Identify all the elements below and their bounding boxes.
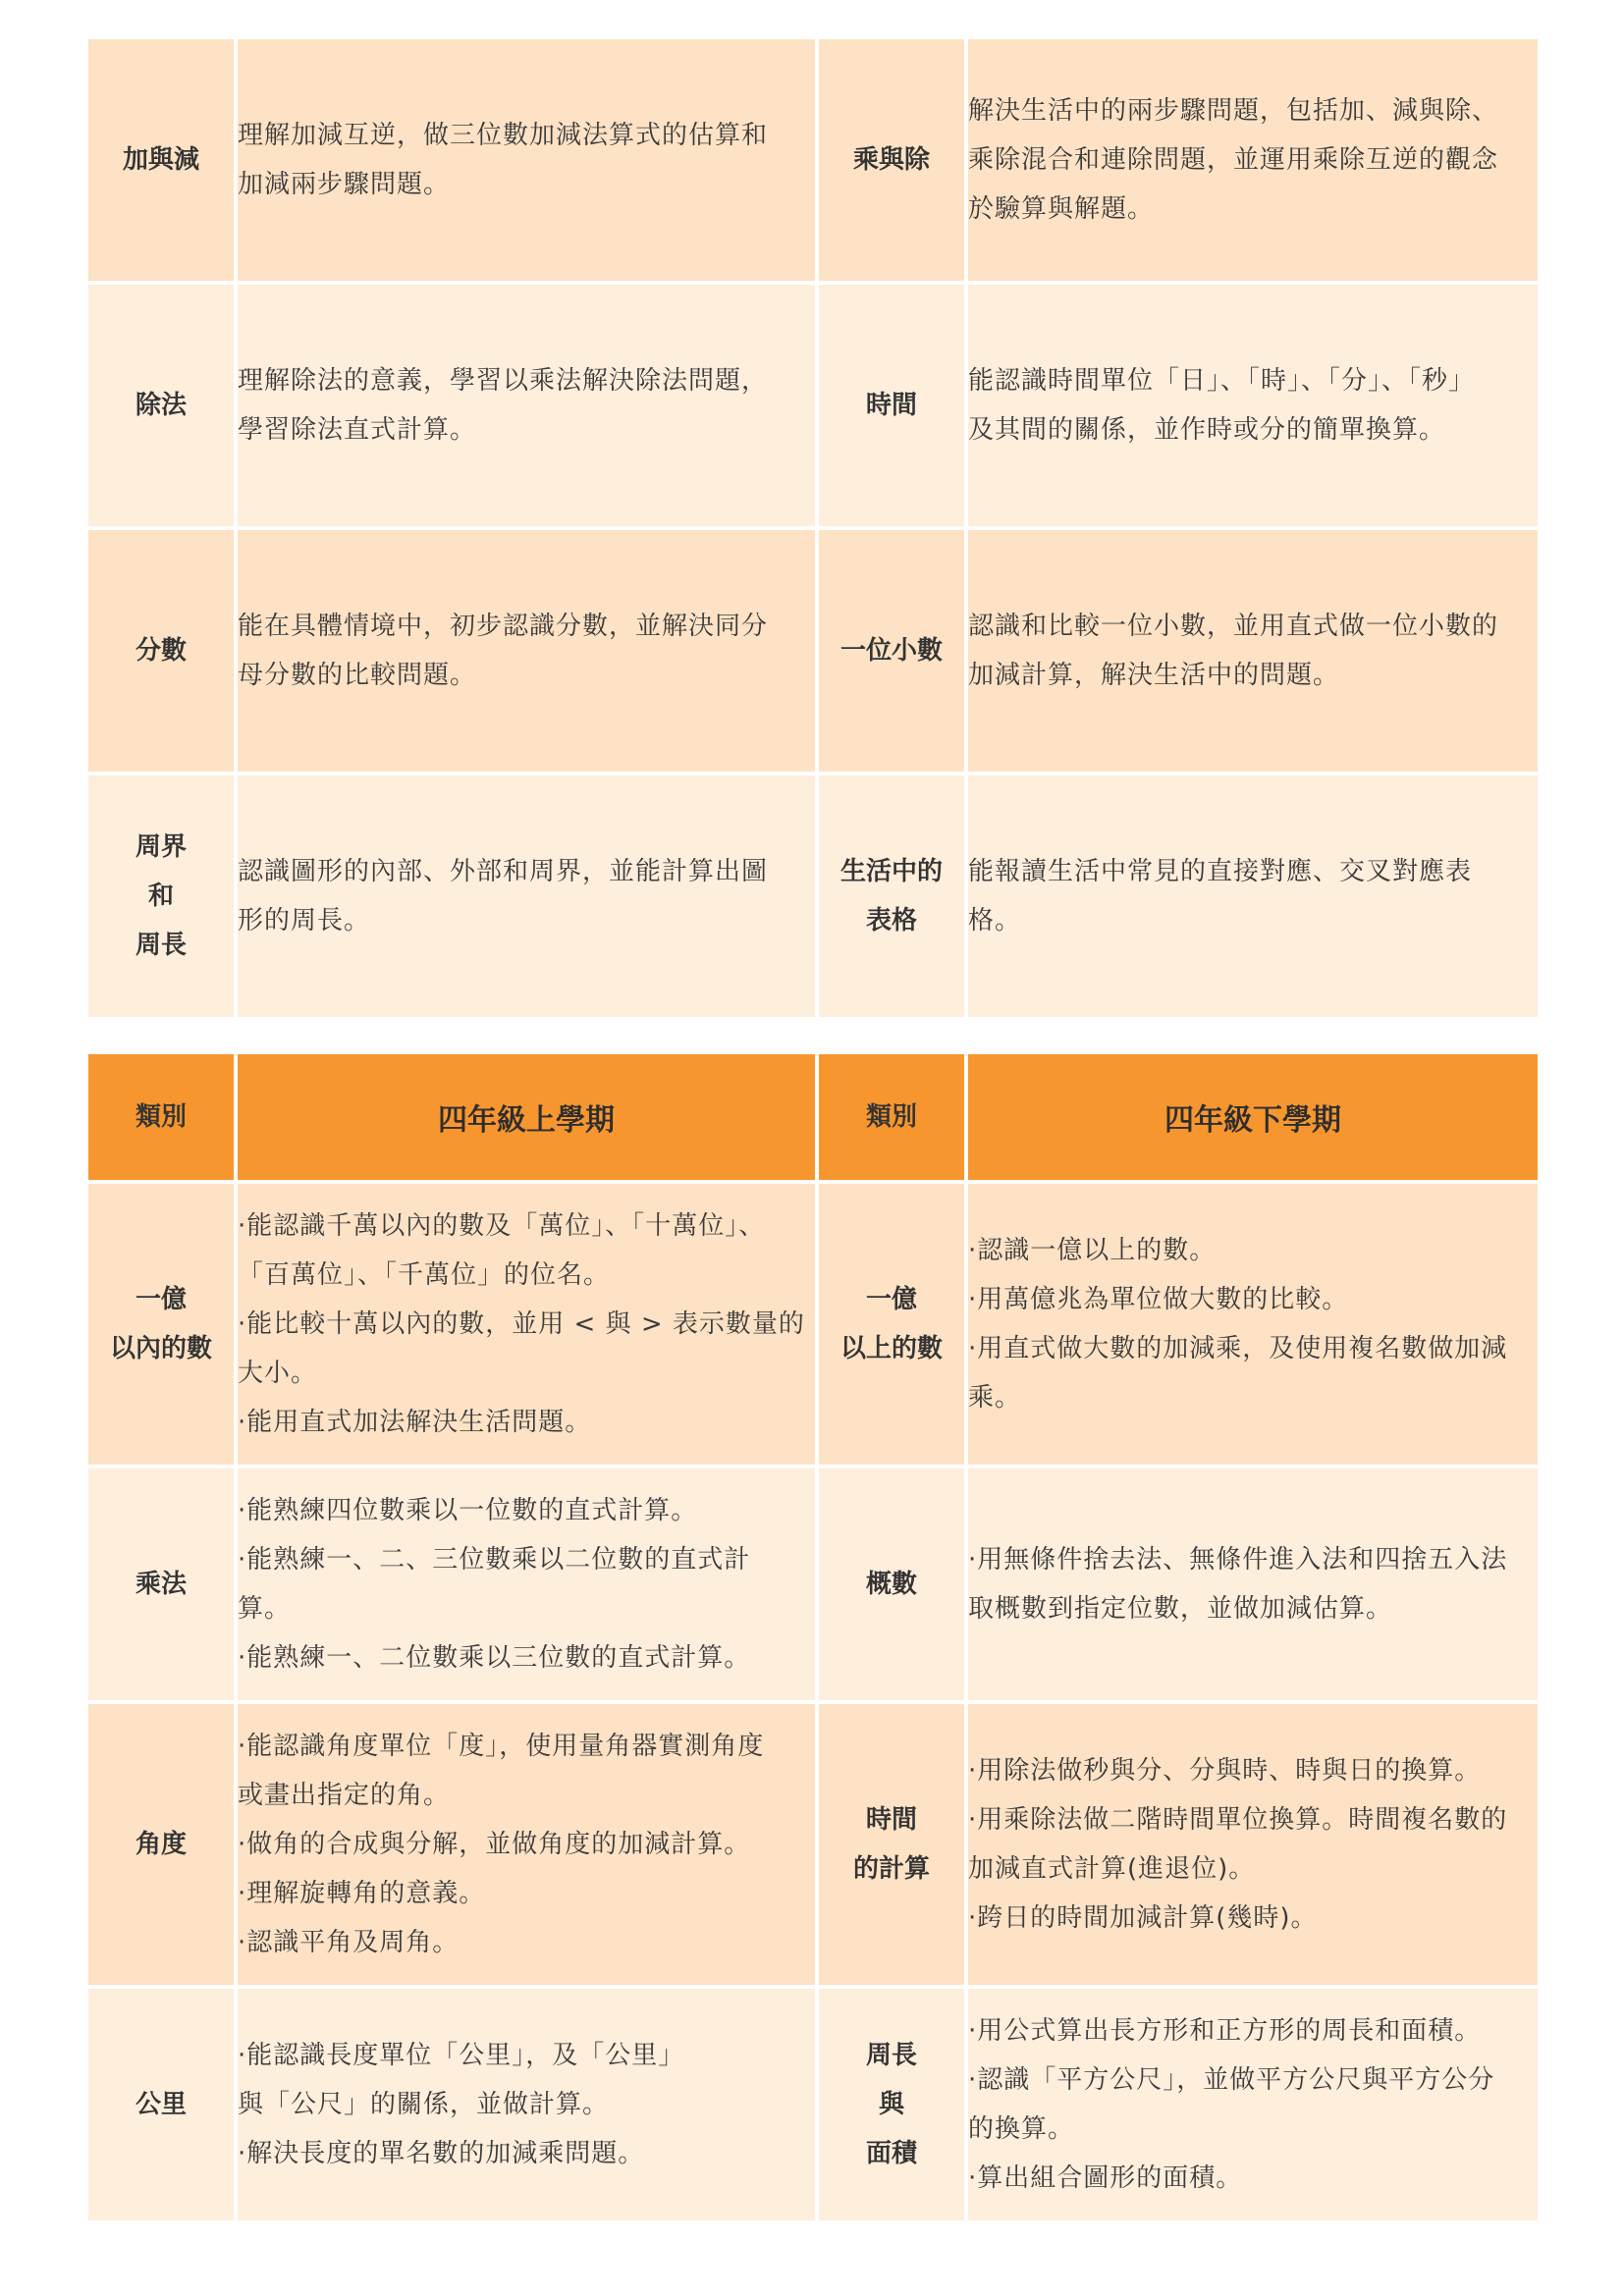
category-cell: 分數 <box>88 530 238 775</box>
category-cell: 一億 以內的數 <box>88 1184 238 1468</box>
description-cell: 能認識時間單位「日」、「時」、「分」、「秒」 及其間的關係，並作時或分的簡單換算。 <box>968 285 1538 530</box>
description-cell: 解決生活中的兩步驟問題，包括加、減與除、 乘除混合和連除問題，並運用乘除互逆的觀念 於驗算與解題。 <box>968 39 1538 285</box>
header-category-2: 類別 <box>819 1054 968 1184</box>
header-term-2: 四年級下學期 <box>968 1054 1538 1184</box>
category-cell: 乘與除 <box>819 39 968 285</box>
description-cell: 認識圖形的內部、外部和周界，並能計算出圖 形的周長。 <box>238 775 819 1021</box>
table-row <box>88 39 1538 285</box>
category-cell: 時間 的計算 <box>819 1704 968 1989</box>
header-term-1: 四年級上學期 <box>238 1054 819 1184</box>
category-cell: 一億 以上的數 <box>819 1184 968 1468</box>
category-cell: 加與減 <box>88 39 238 285</box>
category-cell: 時間 <box>819 285 968 530</box>
description-cell: 理解除法的意義，學習以乘法解決除法問題， 學習除法直式計算。 <box>238 285 819 530</box>
category-cell: 概數 <box>819 1468 968 1704</box>
description-cell: 認識和比較一位小數，並用直式做一位小數的 加減計算，解決生活中的問題。 <box>968 530 1538 775</box>
description-cell: ·用公式算出長方形和正方形的周長和面積。 ·認識「平方公尺」，並做平方公尺與平方公分 的換算。 ·算出組合圖形的面積。 <box>968 1989 1538 2224</box>
table-row <box>88 775 1538 1021</box>
category-cell: 角度 <box>88 1704 238 1989</box>
table-row <box>88 1468 1538 1704</box>
curriculum-table-grade4 <box>88 1054 1538 2224</box>
description-cell: ·認識一億以上的數。 ·用萬億兆為單位做大數的比較。 ·用直式做大數的加減乘，及使用複名數做加減 乘。 <box>968 1184 1538 1468</box>
table-row <box>88 1184 1538 1468</box>
description-cell: ·能認識角度單位「度」，使用量角器實測角度 或畫出指定的角。 ·做角的合成與分解，並做角度的加減計算。 ·理解旋轉角的意義。 ·認識平角及周角。 <box>238 1704 819 1989</box>
table-row <box>88 530 1538 775</box>
category-cell: 乘法 <box>88 1468 238 1704</box>
category-cell: 生活中的 表格 <box>819 775 968 1021</box>
category-cell: 周長 與 面積 <box>819 1989 968 2224</box>
description-cell: 能在具體情境中，初步認識分數，並解決同分 母分數的比較問題。 <box>238 530 819 775</box>
description-cell: ·用無條件捨去法、無條件進入法和四捨五入法 取概數到指定位數，並做加減估算。 <box>968 1468 1538 1704</box>
description-cell: 理解加減互逆，做三位數加減法算式的估算和 加減兩步驟問題。 <box>238 39 819 285</box>
description-cell: ·能認識長度單位「公里」，及「公里」 與「公尺」的關係，並做計算。 ·解決長度的單名數的加減乘問題。 <box>238 1989 819 2224</box>
table-header-row <box>88 1054 1538 1184</box>
table-row <box>88 285 1538 530</box>
header-category-1: 類別 <box>88 1054 238 1184</box>
description-cell: ·能認識千萬以內的數及「萬位」、「十萬位」、 「百萬位」、「千萬位」的位名。 ·能比較十萬以內的數，並用 < 與 > 表示數量的 大小。 ·能用直式加法解決生活問題。 <box>238 1184 819 1468</box>
category-cell: 周界 和 周長 <box>88 775 238 1021</box>
description-cell: ·用除法做秒與分、分與時、時與日的換算。 ·用乘除法做二階時間單位換算。時間複名數的 加減直式計算(進退位)。 ·跨日的時間加減計算(幾時)。 <box>968 1704 1538 1989</box>
category-cell: 一位小數 <box>819 530 968 775</box>
category-cell: 公里 <box>88 1989 238 2224</box>
table-row <box>88 1704 1538 1989</box>
table-row <box>88 1989 1538 2224</box>
curriculum-table-grade3 <box>88 39 1538 1021</box>
description-cell: ·能熟練四位數乘以一位數的直式計算。 ·能熟練一、二、三位數乘以二位數的直式計 算。 ·能熟練一、二位數乘以三位數的直式計算。 <box>238 1468 819 1704</box>
description-cell: 能報讀生活中常見的直接對應、交叉對應表 格。 <box>968 775 1538 1021</box>
category-cell: 除法 <box>88 285 238 530</box>
